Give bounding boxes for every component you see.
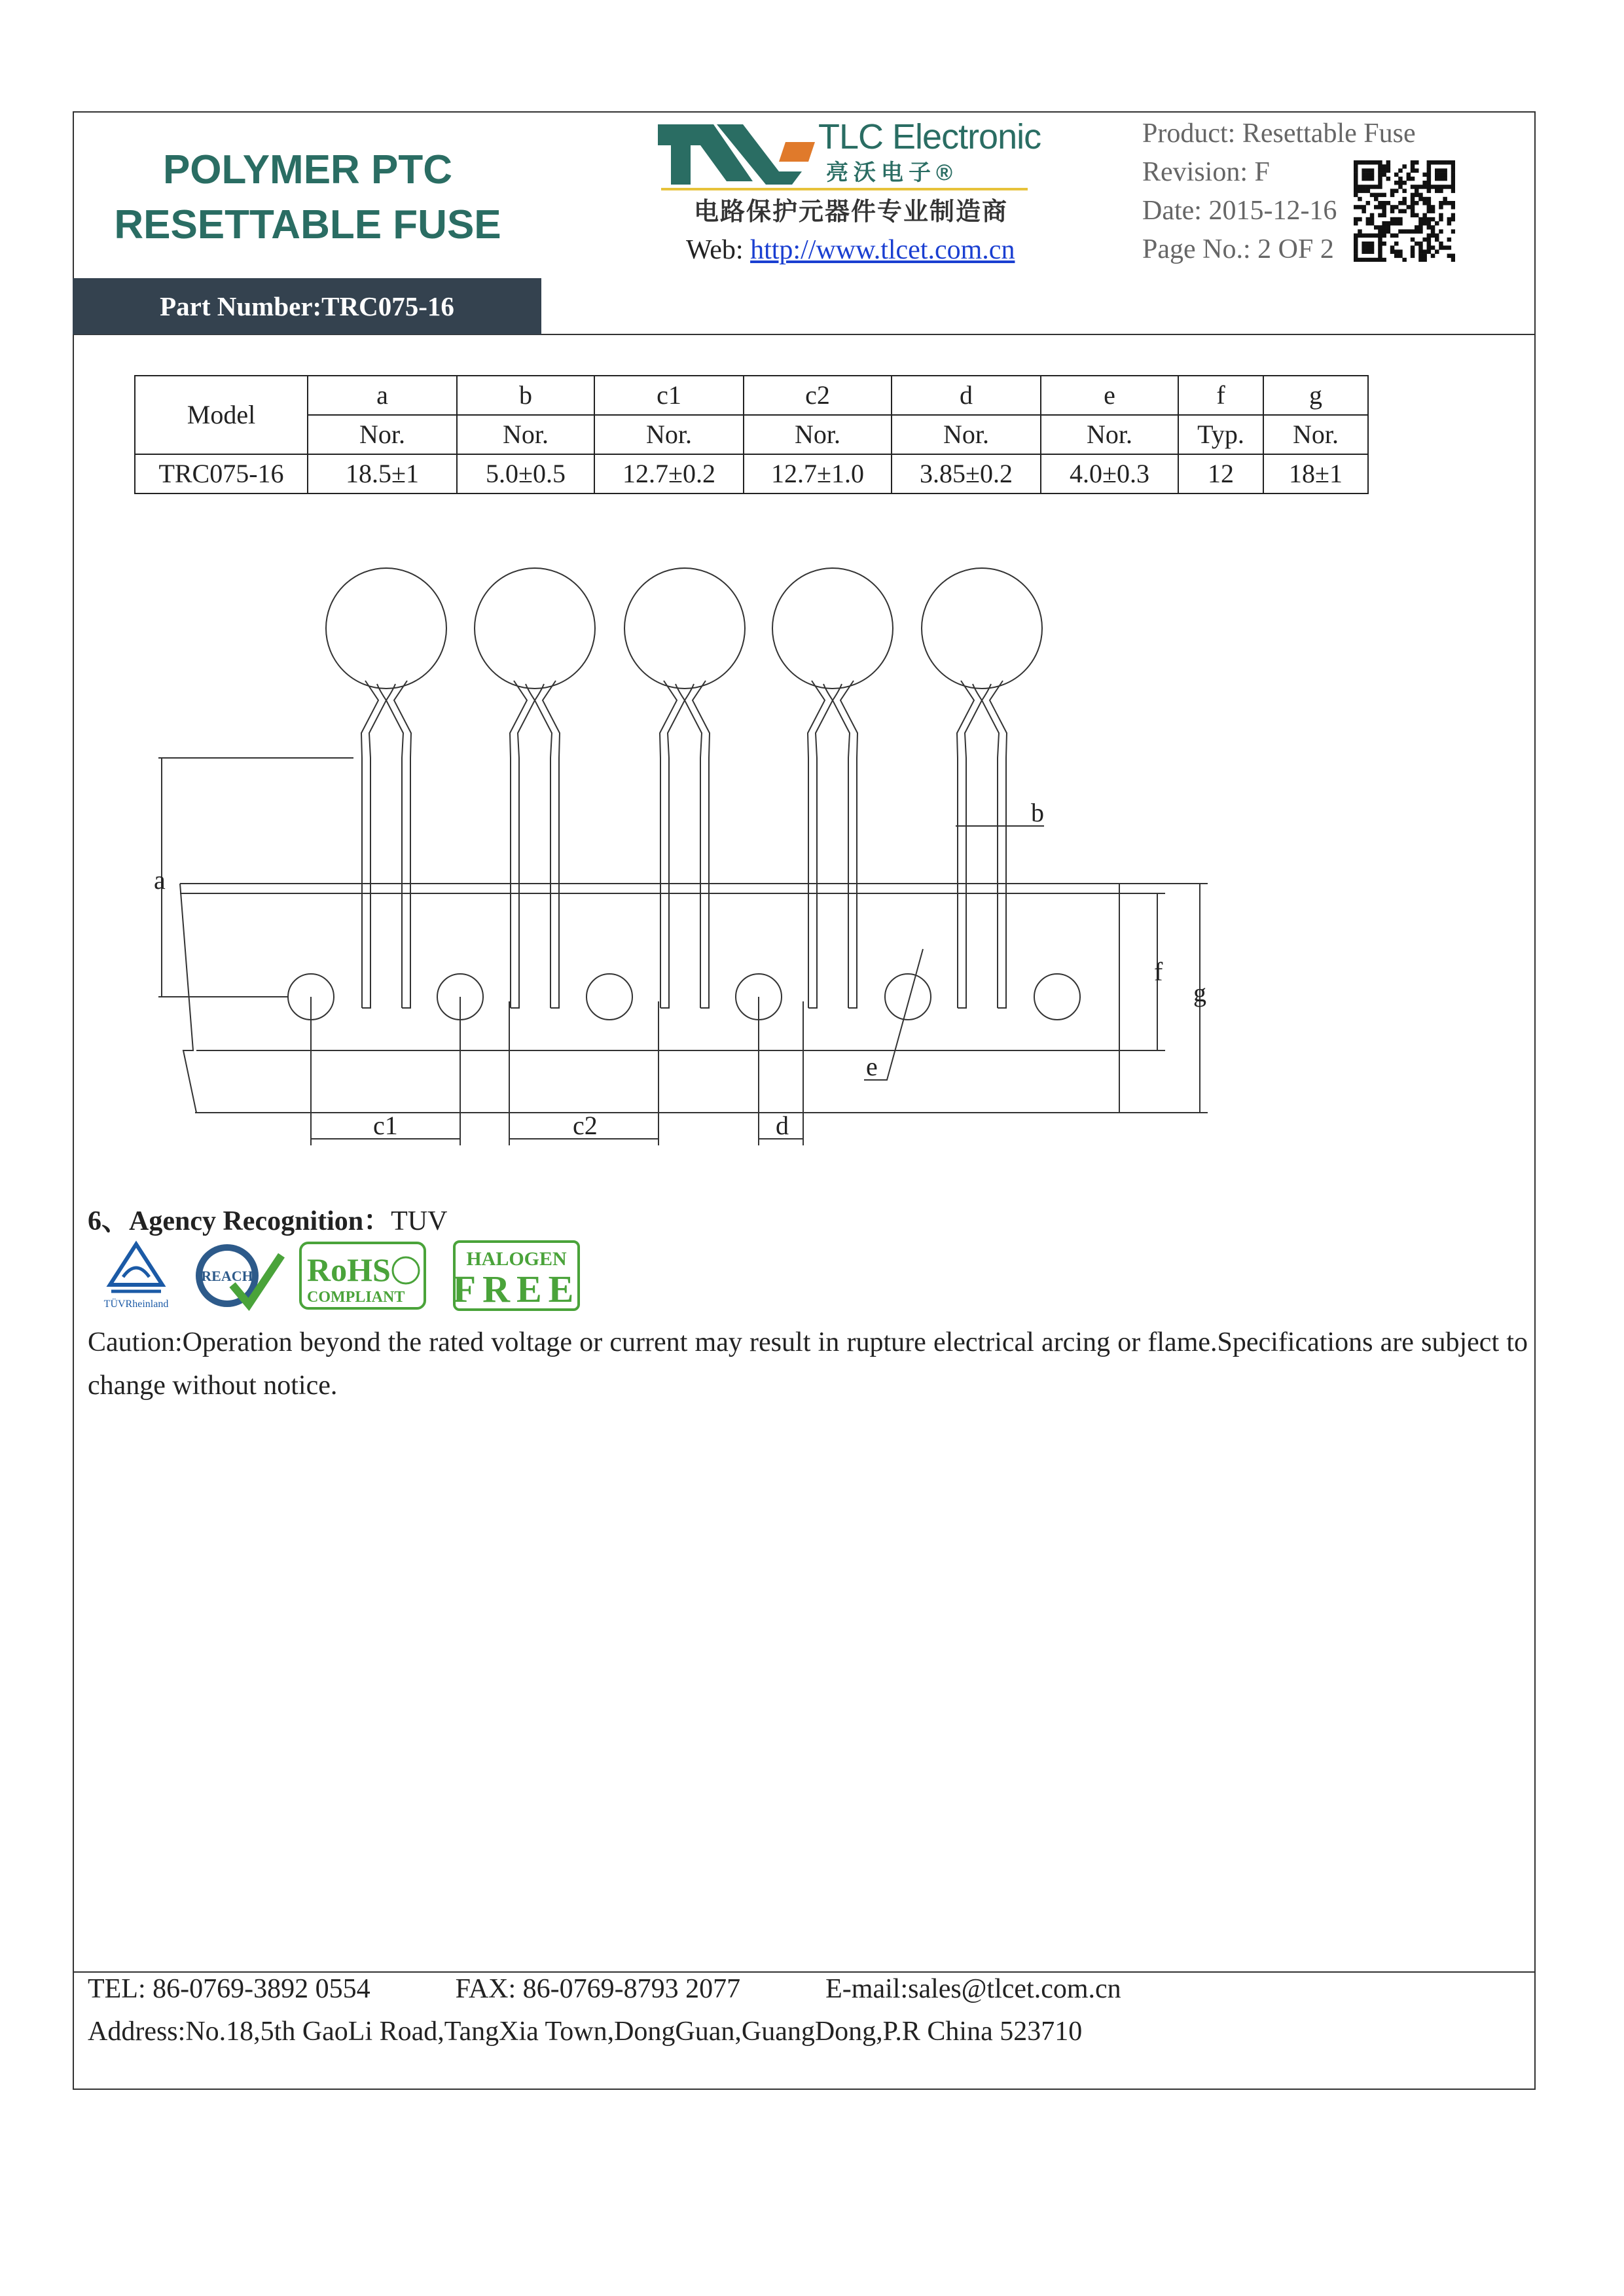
agency-value: TUV [391, 1206, 448, 1236]
document-title-line2: RESETTABLE FUSE [114, 202, 501, 247]
fuse-component [624, 568, 745, 1008]
company-logo-mark [655, 119, 818, 191]
col-header-c1: c1 [594, 376, 744, 415]
col-header-e: e [1041, 376, 1178, 415]
fuse-component [475, 568, 595, 1008]
fuse-component [772, 568, 893, 1008]
footer-email: E-mail:sales@tlcet.com.cn [825, 1974, 1121, 2004]
dimension-table [134, 375, 1369, 494]
col-header-a: a [308, 376, 457, 415]
agency-section-heading [88, 1199, 447, 1238]
subheader-c1: Nor. [594, 415, 744, 454]
reach-logo-icon [187, 1239, 285, 1312]
fuse-lead [685, 684, 702, 1008]
rohs-compliant-text: COMPLIANT [307, 1289, 405, 1306]
agency-heading: 6、Agency Recognition： [88, 1206, 391, 1236]
subheader-e: Nor. [1041, 415, 1178, 454]
free-logo-text: FREE [452, 1268, 581, 1310]
value-g: 18±1 [1263, 454, 1368, 493]
footer-fax: FAX: 86-0769-8793 2077 [455, 1974, 741, 2004]
dim-label-b: b [1031, 798, 1044, 827]
subheader-d: Nor. [892, 415, 1041, 454]
subheader-f: Typ. [1178, 415, 1263, 454]
dim-label-g: g [1193, 978, 1206, 1007]
fuse-disc [326, 568, 446, 689]
product-info: Product: Resettable Fuse [1142, 118, 1416, 149]
caution-paragraph: Caution:Operation beyond the rated voltage or current may result in rupture electrical arcing or flame.Specifications are subject to change without notice. [88, 1327, 1528, 1401]
rohs-logo-text: RoHS [307, 1251, 391, 1288]
value-d: 3.85±0.2 [892, 454, 1041, 493]
fuse-lead [833, 684, 850, 1008]
tape-dimension-drawing [144, 550, 1257, 1178]
fuse-disc [922, 568, 1042, 689]
value-f: 12 [1178, 454, 1263, 493]
dim-label-c2: c2 [573, 1111, 598, 1140]
tuv-logo-text: TÜVRheinland [103, 1299, 169, 1310]
value-b: 5.0±0.5 [457, 454, 594, 493]
website-label: Web: [686, 235, 751, 265]
value-c1: 12.7±0.2 [594, 454, 744, 493]
document-title-line1: POLYMER PTC [162, 147, 453, 192]
fuse-lead [362, 684, 386, 1008]
brand-name: TLC Electronic [818, 117, 1041, 156]
subheader-a: Nor. [308, 415, 457, 454]
col-header-d: d [892, 376, 1041, 415]
value-c2: 12.7±1.0 [744, 454, 892, 493]
fuse-lead [958, 684, 982, 1008]
dim-label-f: f [1154, 957, 1163, 986]
fuse-lead [808, 684, 833, 1008]
footer-divider [73, 1971, 1536, 1973]
dim-label-d: d [776, 1111, 789, 1140]
dim-label-e: e [866, 1052, 878, 1081]
qr-code-icon [1354, 160, 1455, 262]
dim-label-a: a [154, 865, 166, 895]
sprocket-hole [885, 974, 931, 1020]
fuse-component [922, 568, 1042, 1008]
col-header-c2: c2 [744, 376, 892, 415]
part-number-banner: Part Number:TRC075-16 [73, 278, 541, 334]
value-e: 4.0±0.3 [1041, 454, 1178, 493]
fuse-lead [660, 684, 685, 1008]
fuse-components [326, 568, 1042, 1008]
model-cell: TRC075-16 [135, 454, 308, 493]
halogen-free-logo-icon [452, 1239, 583, 1312]
page-number: Page No.: 2 OF 2 [1142, 234, 1334, 264]
halogen-logo-text: HALOGEN [466, 1248, 567, 1270]
fuse-disc [475, 568, 595, 689]
fuse-lead [511, 684, 535, 1008]
reach-logo-text: REACH [201, 1268, 253, 1284]
rohs-logo-icon [298, 1239, 429, 1312]
subheader-g: Nor. [1263, 415, 1368, 454]
dim-label-c1: c1 [373, 1111, 398, 1140]
col-header-f: f [1178, 376, 1263, 415]
company-slogan: 电路保护元器件专业制造商 [694, 198, 1009, 226]
footer-address: Address:No.18,5th GaoLi Road,TangXia Town,DongGuan,GuangDong,P.R China 523710 [88, 2017, 1083, 2047]
footer-tel: TEL: 86-0769-3892 0554 [88, 1974, 370, 2004]
revision-info: Revision: F [1142, 157, 1270, 187]
col-header-g: g [1263, 376, 1368, 415]
fuse-lead [535, 684, 552, 1008]
fuse-lead [386, 684, 403, 1008]
fuse-disc [772, 568, 893, 689]
fuse-disc [624, 568, 745, 689]
website-link[interactable]: http://www.tlcet.com.cn [750, 235, 1015, 265]
sprocket-hole [586, 974, 632, 1020]
model-header: Model [135, 376, 308, 454]
brand-chinese-name: 亮沃电子® [826, 160, 958, 185]
subheader-b: Nor. [457, 415, 594, 454]
tuv-logo-icon [97, 1239, 175, 1312]
website-line [686, 234, 1015, 266]
logo-underline [661, 188, 1028, 190]
col-header-b: b [457, 376, 594, 415]
footer-contact-line [88, 1973, 1121, 2005]
subheader-c2: Nor. [744, 415, 892, 454]
fuse-lead [982, 684, 999, 1008]
date-info: Date: 2015-12-16 [1142, 196, 1337, 226]
sprocket-hole [1034, 974, 1080, 1020]
value-a: 18.5±1 [308, 454, 457, 493]
fuse-component [326, 568, 446, 1008]
